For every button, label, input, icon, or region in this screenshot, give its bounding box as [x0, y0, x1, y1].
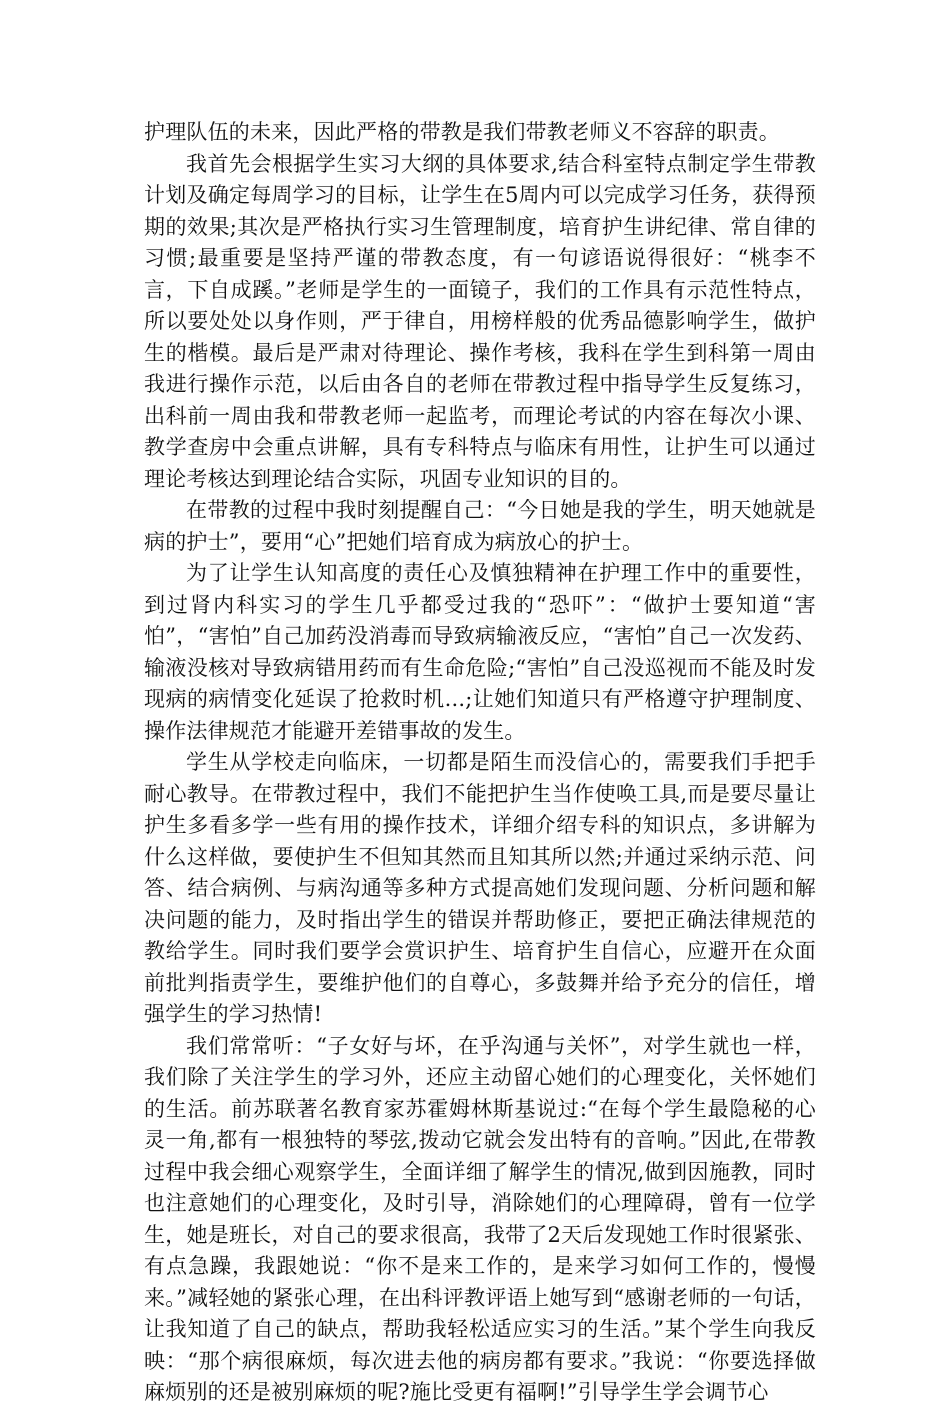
- paragraph-responsibility: 为了让学生认知高度的责任心及慎独精神在护理工作中的重要性，到过肾内科实习的学生几乎都受过我的“恐吓”：“做护士要知道“害怕”，“害怕”自己加药没消毒而导致病输液反应，“害怕”自己一次发药、输液没核对导致病错用药而有生命危险;“害怕”自己没巡视而不能及时发现病的病情变化延误了抢救时机...;让她们知道只有严格遵守护理制度、操作法律规范才能避开差错事故的发生。: [144, 561, 816, 743]
- paragraph-communication-care: 我们常常听：“子女好与坏，在乎沟通与关怀”，对学生就也一样，我们除了关注学生的学习外，还应主动留心她们的心理变化，关怀她们的生活。前苏联著名教育家苏霍姆林斯基说过:“在每个学生最隐秘的心灵一角,都有一根独特的琴弦,拨动它就会发出特有的音响。”因此,在带教过程中我会细心观察学生，全面详细了解学生的情况,做到因施教，同时也注意她们的心理变化，及时引导，消除她们的心理障碍，曾有一位学生，她是班长，对自己的要求很高，我带了2天后发现她工作时很紧张、有点急躁，我跟她说：“你不是来工作的，是来学习如何工作的，慢慢来。”减轻她的紧张心理，在出科评教评语上她写到“感谢老师的一句话，让我知道了自己的缺点，帮助我轻松适应实习的生活。”某个学生向我反映：“那个病很麻烦，每次进去他的病房都有要求。”我说：“你要选择做麻烦别的还是被别麻烦的呢?施比受更有福啊!”引导学生学会调节心: [144, 1033, 816, 1404]
- paragraph-teaching-plan: 我首先会根据学生实习大纲的具体要求,结合科室特点制定学生带教计划及确定每周学习的目标，让学生在5周内可以完成学习任务，获得预期的效果;其次是严格执行实习生管理制度，培育护生讲纪律、常自律的习惯;最重要是坚持严谨的带教态度，有一句谚语说得很好：“桃李不言，下自成蹊。”老师是学生的一面镜子，我们的工作具有示范性特点，所以要处处以身作则，严于律自，用榜样般的优秀品德影响学生，做护生的楷模。最后是严肃对待理论、操作考核，我科在学生到科第一周由我进行操作示范，以后由各自的老师在带教过程中指导学生反复练习，出科前一周由我和带教老师一起监考，而理论考试的内容在每次小课、教学查房中会重点讲解，具有专科特点与临床有用性，让护生可以通过理论考核达到理论结合实际，巩固专业知识的目的。: [144, 151, 816, 491]
- paragraph-continuation: 护理队伍的未来，因此严格的带教是我们带教老师义不容辞的职责。: [144, 120, 780, 144]
- paragraph-patient-guidance: 学生从学校走向临床，一切都是陌生而没信心的，需要我们手把手耐心教导。在带教过程中，我们不能把护生当作使唤工具,而是要尽量让护生多看多学一些有用的操作技术，详细介绍专科的知识点，多讲解为什么这样做，要使护生不但知其然而且知其所以然;并通过采纳示范、问答、结合病例、与病沟通等多种方式提高她们发现问题、分析问题和解决问题的能力，及时指出学生的错误并帮助修正，要把正确法律规范的教给学生。同时我们要学会赏识护生、培育护生自信心，应避开在众面前批判指责学生，要维护他们的自尊心，多鼓舞并给予充分的信任，增强学生的学习热情!: [144, 750, 816, 1026]
- document-body: [144, 117, 816, 1409]
- paragraph-reminder: 在带教的过程中我时刻提醒自己：“今日她是我的学生，明天她就是病的护士”，要用“心”把她们培育成为病放心的护士。: [144, 498, 816, 554]
